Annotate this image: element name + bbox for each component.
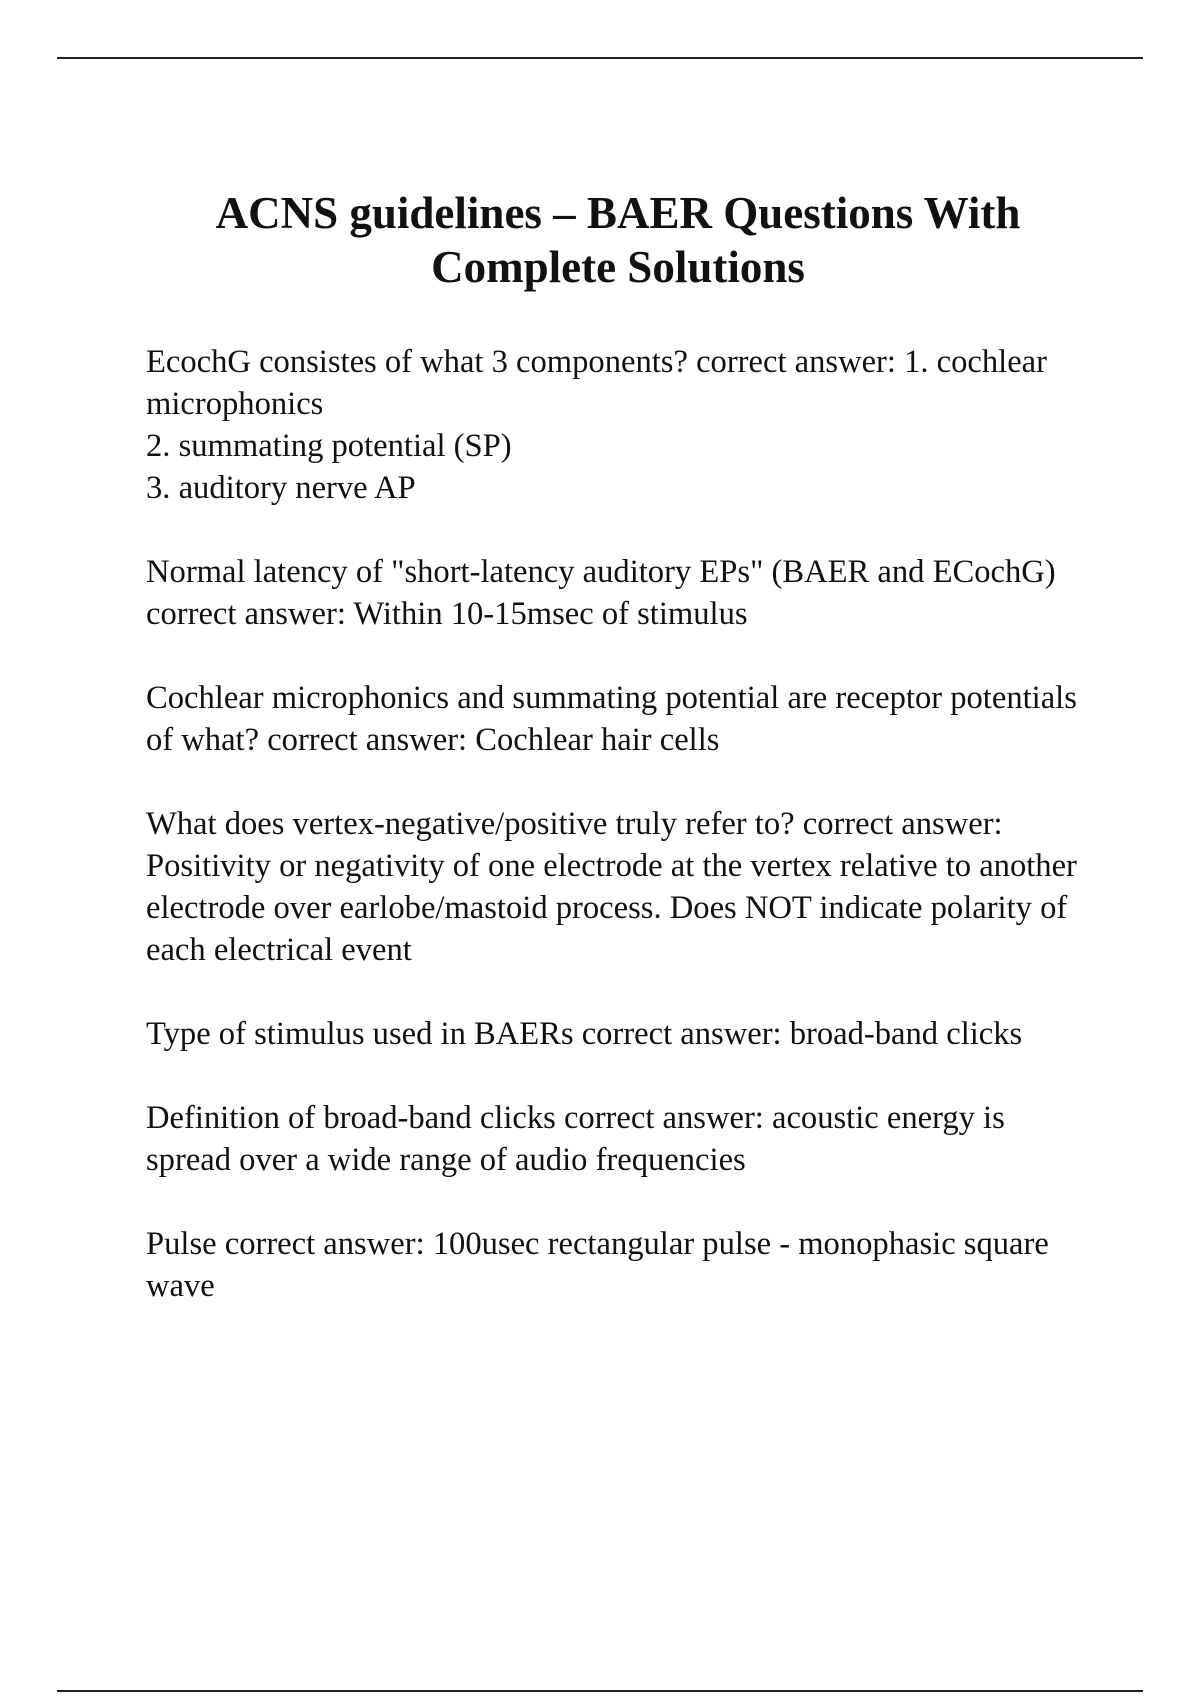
qa-item: Cochlear microphonics and summating potential are receptor potentials of what? correct answer: Cochlear hair cells <box>146 680 1077 758</box>
qa-item: Normal latency of "short-latency auditory EPs" (BAER and ECochG) correct answer: Within 10-15msec of stimulus <box>146 554 1056 632</box>
bottom-divider <box>57 1690 1143 1692</box>
qa-item: Pulse correct answer: 100usec rectangular pulse - monophasic square wave <box>146 1226 1049 1304</box>
document-title: ACNS guidelines – BAER Questions With Complete Solutions <box>215 188 1021 292</box>
top-divider <box>57 57 1143 59</box>
qa-list <box>146 341 1091 1349</box>
qa-item: What does vertex-negative/positive truly refer to? correct answer: Positivity or negativity of one electrode at the vertex relative to another electrode over earlobe/mastoid process. Does NOT indicate polarity of each electrical event <box>146 806 1077 968</box>
qa-item: Definition of broad-band clicks correct answer: acoustic energy is spread over a wide range of audio frequencies <box>146 1100 1005 1178</box>
qa-item: EcochG consistes of what 3 components? correct answer: 1. cochlear microphonics 2. summating potential (SP) 3. auditory nerve AP <box>146 344 1047 506</box>
qa-item: Type of stimulus used in BAERs correct answer: broad-band clicks <box>146 1016 1023 1052</box>
